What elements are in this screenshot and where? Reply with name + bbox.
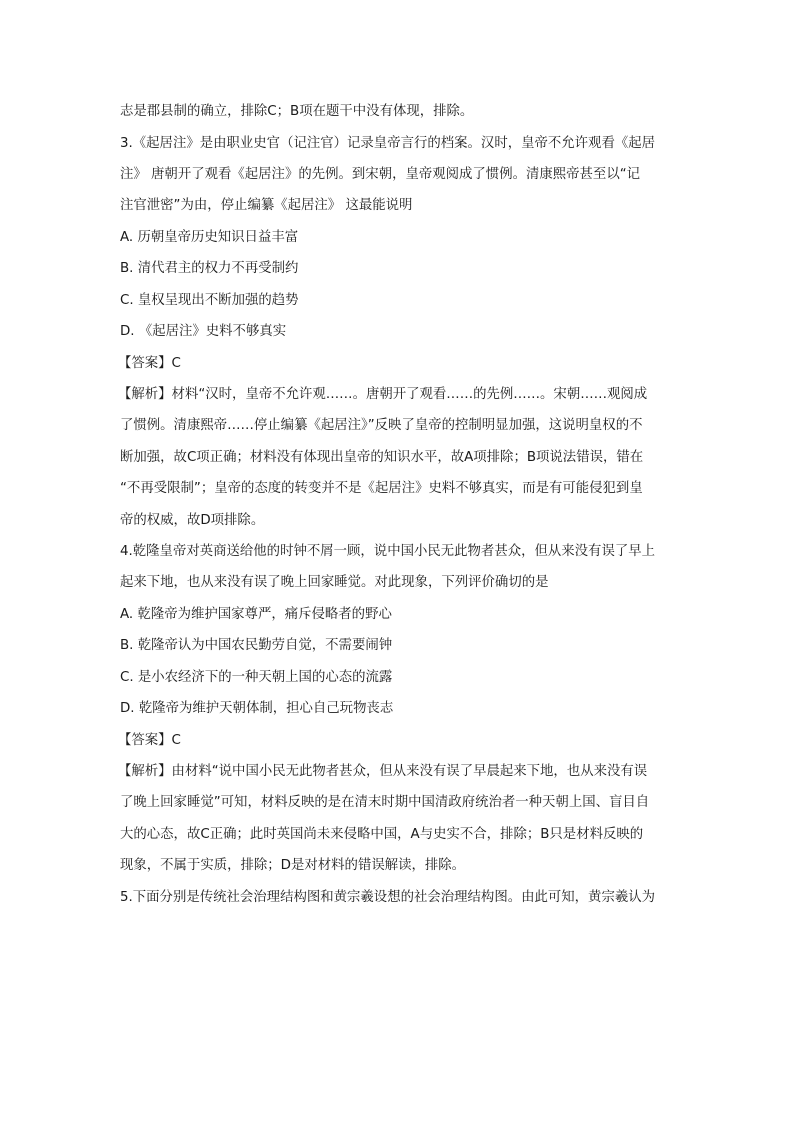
option-b: B. 清代君主的权力不再受制约 — [120, 261, 299, 276]
question-4-stem: 4.乾隆皇帝对英商送给他的时钟不屑一顾，说中国小民无此物者甚众，但从来没有误了早上 — [120, 544, 656, 559]
text-line: 了晚上回家睡觉”可知，材料反映的是在清末时期中国清政府统治者一种天朝上国、盲目自 — [120, 795, 650, 810]
analysis-text: 【解析】材料“汉时，皇帝不允许观……。唐朝开了观看……的先例……。宋朝……观阅成 — [118, 387, 648, 402]
text-line: 大的心态，故C正确；此时英国尚未来侵略中国，A与史实不合，排除；B只是材料反映的 — [120, 827, 644, 842]
text-line: 现象，不属于实质，排除；D是对材料的错误解读，排除。 — [120, 858, 466, 873]
option-a: A. 历朝皇帝历史知识日益丰富 — [120, 230, 299, 245]
question-5-stem: 5.下面分别是传统社会治理结构图和黄宗羲设想的社会治理结构图。由此可知，黄宗羲认为 — [120, 890, 656, 905]
text-line: 注官泄密”为由，停止编纂《起居注》 这最能说明 — [120, 198, 413, 213]
option-a: A. 乾隆帝为维护国家尊严，痛斥侵略者的野心 — [120, 607, 392, 622]
text-line: “不再受限制”；皇帝的态度的转变并不是《起居注》史料不够真实，而是有可能侵犯到皇 — [120, 481, 643, 496]
option-b: B. 乾隆帝认为中国农民勤劳自觉，不需要闹钟 — [120, 638, 393, 653]
option-c: C. 是小农经济下的一种天朝上国的心态的流露 — [120, 670, 393, 685]
text-line: 起来下地，也从来没有误了晚上回家睡觉。对此现象，下列评价确切的是 — [120, 575, 549, 590]
text-line: 断加强，故C项正确；材料没有体现出皇帝的知识水平，故A项排除；B项说法错误，错在 — [120, 450, 644, 465]
option-c: C. 皇权呈现出不断加强的趋势 — [120, 293, 299, 308]
option-d: D. 《起居注》史料不够真实 — [120, 324, 287, 339]
question-3-stem: 3.《起居注》是由职业史官（记注官）记录皇帝言行的档案。汉时，皇帝不允许观看《起居 — [120, 136, 656, 151]
option-d: D. 乾隆帝为维护天朝体制，担心自己玩物丧志 — [120, 701, 394, 716]
answer-label: 【答案】C — [118, 356, 181, 371]
text-line: 了惯例。清康熙帝……停止编纂《起居注》”反映了皇帝的控制明显加强，这说明皇权的不 — [120, 418, 643, 433]
text-line: 帝的权威，故D项排除。 — [120, 513, 265, 528]
text-line: 志是郡县制的确立，排除C；B项在题干中没有体现，排除。 — [120, 104, 474, 119]
analysis-text: 【解析】由材料“说中国小民无此物者甚众，但从来没有误了早晨起来下地，也从来没有误 — [118, 764, 648, 779]
answer-label: 【答案】C — [118, 733, 181, 748]
text-line: 注》 唐朝开了观看《起居注》的先例。到宋朝，皇帝观阅成了惯例。清康熙帝甚至以“记 — [120, 167, 641, 182]
